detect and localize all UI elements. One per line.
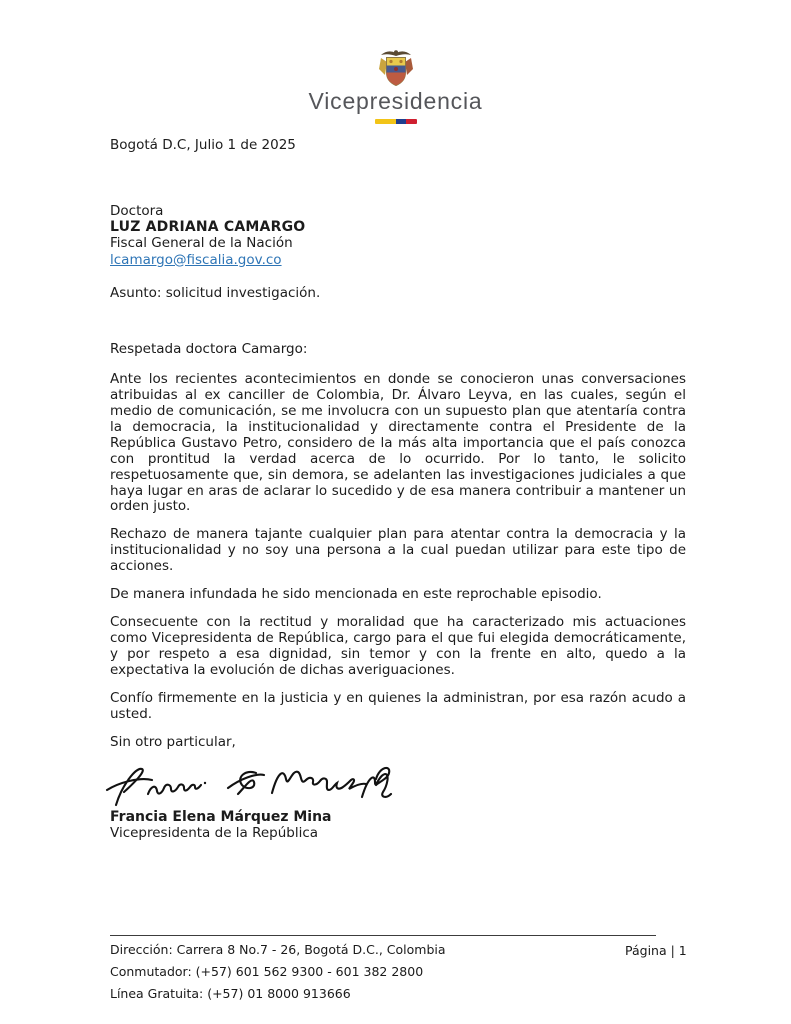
recipient-email-link[interactable]: lcamargo@fiscalia.gov.co xyxy=(110,251,282,268)
recipient-title: Doctora xyxy=(110,203,164,219)
signature-scribble xyxy=(104,761,396,811)
body-paragraph: Consecuente con la rectitud y moralidad que ha caracterizado mis actuaciones como Vicepresidenta de República, cargo para el que fui elegida democráticamente, y por respeto a esa dignidad, sin temor y con la frente en alto, quedo a la expectativa la evolución de dichas averiguaciones. xyxy=(110,614,686,678)
letterhead xyxy=(0,48,791,124)
signer-name: Francia Elena Márquez Mina xyxy=(110,808,332,825)
footer-divider xyxy=(110,935,656,936)
greeting-line: Respetada doctora Camargo: xyxy=(110,341,308,358)
footer-address: Dirección: Carrera 8 No.7 - 26, Bogotá D.C., Colombia xyxy=(110,942,446,957)
subject-line: Asunto: solicitud investigación. xyxy=(110,284,321,301)
flag-yellow xyxy=(375,119,396,124)
recipient-role: Fiscal General de la Nación xyxy=(110,235,293,252)
page-number: Página | 1 xyxy=(625,943,687,958)
closing-line: Sin otro particular, xyxy=(110,734,236,751)
letter-body xyxy=(110,137,686,842)
flag-red xyxy=(406,119,417,124)
signature-block xyxy=(110,761,686,842)
flag-blue xyxy=(396,119,407,124)
body-paragraph: Rechazo de manera tajante cualquier plan para atentar contra la democracia y la institucionalidad y no soy una persona a la cual puedan utilizar para este tipo de acciones. xyxy=(110,526,686,575)
recipient-block xyxy=(110,203,686,268)
recipient-name: LUZ ADRIANA CAMARGO xyxy=(110,219,306,236)
brand-title: Vicepresidencia xyxy=(308,88,483,114)
footer-contact xyxy=(110,939,610,1005)
letter-date: Bogotá D.C, Julio 1 de 2025 xyxy=(110,137,296,153)
body-paragraph: Confío firmemente en la justicia y en quienes la administran, por esa razón acudo a usted. xyxy=(110,689,686,722)
paragraphs xyxy=(110,372,686,722)
colombia-coat-of-arms-icon xyxy=(376,48,416,90)
body-paragraph: Ante los recientes acontecimientos en donde se conocieron unas conversaciones atribuidas al ex canciller de Colombia, Dr. Álvaro Leyva, en las cuales, según el medio de comunicación, se me involucra con un supuesto plan que atentaría contra la democracia, la institucionalidad y directamente contra el Presidente de la República Gustavo Petro, considero de la más alta importancia que el país conozca con prontitud la verdad acerca de lo ocurrido. Por lo tanto, le solicito respetuosamente que, sin demora, se adelanten las investigaciones judiciales a que haya lugar en aras de aclarar lo sucedido y de esa manera contribuir a mantener un orden justo. xyxy=(110,371,686,515)
footer-phone: Conmutador: (+57) 601 562 9300 - 601 382 2800 xyxy=(110,964,424,979)
footer-tollfree: Línea Gratuita: (+57) 01 8000 913666 xyxy=(110,986,351,1001)
body-paragraph: De manera infundada he sido mencionada en este reprochable episodio. xyxy=(110,586,602,603)
signer-role: Vicepresidenta de la República xyxy=(110,824,319,841)
flag-bar xyxy=(375,119,417,124)
